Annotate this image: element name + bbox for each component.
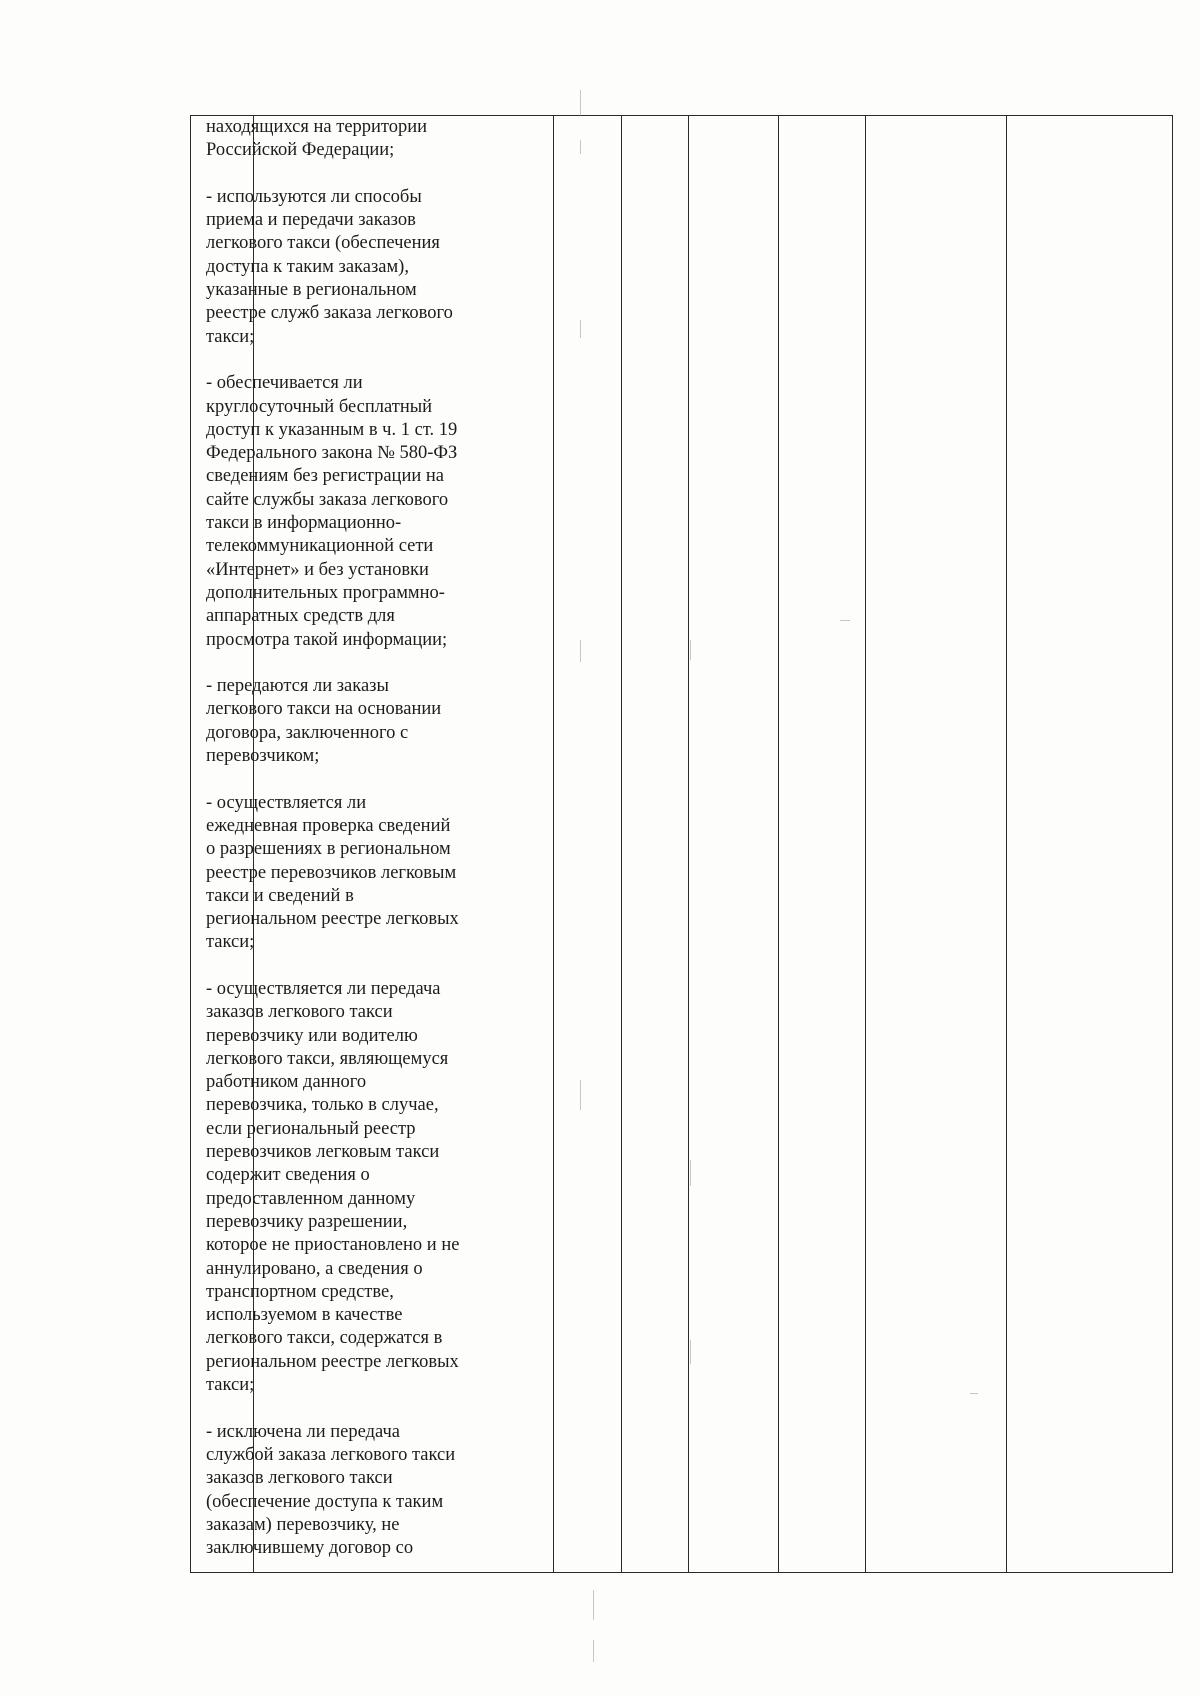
requirement-text-cell	[206, 116, 554, 1573]
blank-cell	[779, 116, 866, 1573]
paragraph-7: - исключена ли передача службой заказа легкового такси заказов легкового такси (обеспечение доступа к таким заказам) перевозчику, не заключившему договор со	[206, 1421, 456, 1559]
checklist-table	[190, 115, 1173, 1573]
scan-artifact	[593, 1640, 594, 1662]
scan-artifact	[580, 640, 581, 662]
requirement-text	[206, 116, 553, 1560]
paragraph-5: - осуществляется ли ежедневная проверка сведений о разрешениях в региональном реестре перевозчиков легковым такси и сведений в региональном реестре легковых такси;	[206, 792, 459, 953]
scan-artifact	[580, 90, 581, 116]
scan-artifact	[840, 620, 850, 621]
answer-cell-yes	[554, 116, 622, 1573]
scan-artifact	[593, 1590, 594, 1620]
paragraph-6: - осуществляется ли передача заказов легкового такси перевозчику или водителю легкового такси, являющемуся работником данного перевозчика, только в случае, если региональный реестр перевозчиков легковым такси содержит сведения о предоставленном данному перевозчику разрешении, которое не приостановлено и не аннулировано, а сведения о транспортном средстве, используемом в качестве легкового такси, содержатся в региональном реестре легковых такси;	[206, 978, 460, 1396]
scan-artifact	[690, 1340, 691, 1364]
paragraph-4: - передаются ли заказы легкового такси на основании договора, заключенного с перевозчиком;	[206, 676, 442, 767]
scan-artifact	[580, 140, 581, 154]
paragraph-2: - используются ли способы приема и передачи заказов легкового такси (обеспечения доступа к таким заказам), указанные в региональном реестре служб заказа легкового такси;	[206, 186, 453, 347]
scan-artifact	[690, 640, 691, 660]
answer-cell-na	[689, 116, 779, 1573]
scan-artifact	[580, 320, 581, 338]
blank-cell	[866, 116, 1007, 1573]
blank-cell	[1007, 116, 1173, 1573]
table-row	[191, 116, 1173, 1573]
scan-artifact	[690, 1160, 691, 1186]
scan-artifact	[970, 1393, 978, 1394]
scan-artifact	[580, 1080, 581, 1110]
paragraph-3: - обеспечивается ли круглосуточный бесплатный доступ к указанным в ч. 1 ст. 19 Федерального закона № 580-ФЗ сведениям без регистрации на сайте службы заказа легкового такси в информационно- телекоммуникационной сети «Интернет» и без установки дополнительных программно- аппаратных средств для просмотра такой информации;	[206, 373, 458, 650]
answer-cell-no	[622, 116, 689, 1573]
paragraph-1: находящихся на территории Российской Федерации;	[206, 117, 428, 161]
